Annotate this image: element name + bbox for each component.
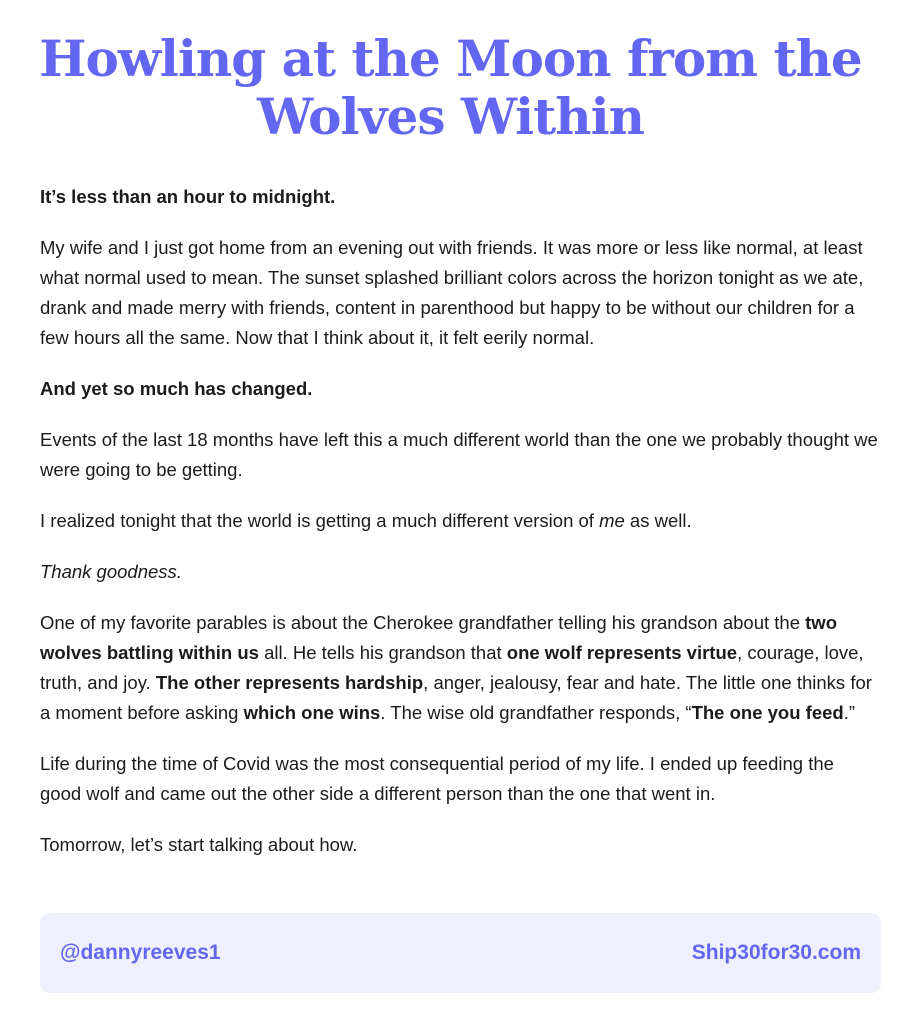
italic-text: me xyxy=(599,510,625,531)
page-title: Howling at the Moon from the Wolves Within xyxy=(39,29,862,146)
paragraph-1 xyxy=(40,182,880,212)
paragraph-3 xyxy=(40,374,880,404)
bold-text: And yet so much has changed. xyxy=(40,378,313,399)
text-run: I realized tonight that the world is getting a much different version of xyxy=(40,510,600,531)
paragraph-6 xyxy=(40,557,880,587)
footer-bar xyxy=(40,913,881,993)
bold-text: It’s less than an hour to midnight. xyxy=(40,186,336,207)
essay-body xyxy=(40,182,880,881)
text-run: as well. xyxy=(624,510,692,531)
paragraph-2: My wife and I just got home from an evening out with friends. It was more or less like normal, at least what normal used to mean. The sunset splashed brilliant colors across the horizon tonight as we ate, drank and made merry with friends, content in parenthood but happy to be without our children for a few hours all the same. Now that I think about it, it felt eerily normal. xyxy=(40,237,864,348)
paragraph-7 xyxy=(40,608,880,728)
text-run: One of my favorite parables is about the Cherokee grandfather telling his grandson about the xyxy=(40,612,806,633)
bold-text: two wolves battling within us xyxy=(40,612,837,663)
paragraph-5 xyxy=(40,506,880,536)
paragraph-9: Tomorrow, let’s start talking about how. xyxy=(40,834,358,855)
paragraph-8: Life during the time of Covid was the most consequential period of my life. I ended up feeding the good wolf and came out the other side a different person than the one that went in. xyxy=(40,753,834,804)
bold-text: The one you feed xyxy=(691,702,844,723)
text-run: all. He tells his grandson that xyxy=(258,642,507,663)
author-handle: @dannyreeves1 xyxy=(60,941,221,964)
text-run: .” xyxy=(843,702,856,723)
bold-text: The other represents hardship xyxy=(155,672,424,693)
bold-text: which one wins xyxy=(243,702,381,723)
paragraph-4: Events of the last 18 months have left this a much different world than the one we probably thought we were going to be getting. xyxy=(40,429,878,480)
italic-text: Thank goodness. xyxy=(40,561,182,582)
text-run: , courage, love, truth, and joy. xyxy=(40,642,864,693)
site-name: Ship30for30.com xyxy=(691,941,861,964)
bold-text: one wolf represents virtue xyxy=(506,642,738,663)
text-run: . The wise old grandfather responds, “ xyxy=(380,702,692,723)
text-run: , anger, jealousy, fear and hate. The little one thinks for a moment before asking xyxy=(40,672,872,723)
